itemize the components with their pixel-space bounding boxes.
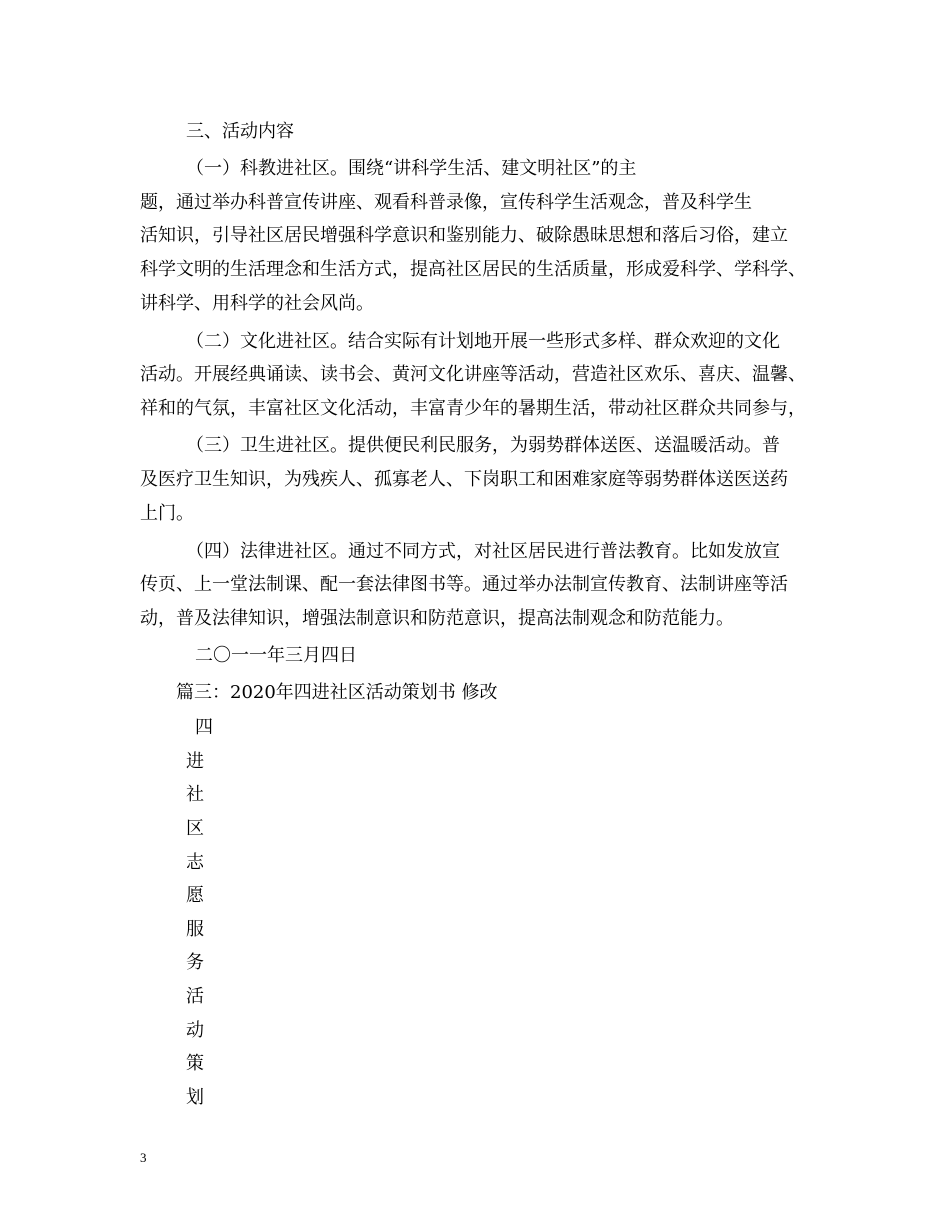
- paragraph-1-line-1: （一）科教进社区。围绕“讲科学生活、建文明社区”的主: [186, 158, 637, 179]
- vertical-title-char: 愿: [186, 885, 204, 906]
- paragraph-1-line-5: 讲科学、用科学的社会风尚。: [140, 293, 374, 314]
- paragraph-3-line-2: 及医疗卫生知识，为残疾人、孤寡老人、下岗职工和困难家庭等弱势群体送医送药: [140, 469, 788, 490]
- vertical-title-char: 活: [186, 986, 204, 1007]
- document-date: 二〇一一年三月四日: [195, 645, 357, 666]
- vertical-title-char: 服: [186, 919, 204, 940]
- paragraph-3-line-1: （三）卫生进社区。提供便民利民服务，为弱势群体送医、送温暖活动。普: [186, 435, 780, 456]
- vertical-title-char: 社: [186, 784, 204, 805]
- paragraph-1-line-4: 科学文明的生活理念和生活方式，提高社区居民的生活质量，形成爱科学、学科学、: [140, 259, 806, 280]
- vertical-title-char: 划: [186, 1087, 204, 1108]
- vertical-title-char: 志: [186, 852, 204, 873]
- section-heading: 三、活动内容: [186, 121, 294, 142]
- paragraph-2-line-1: （二）文化进社区。结合实际有计划地开展一些形式多样、群众欢迎的文化: [186, 331, 780, 352]
- paragraph-4-line-3: 动，普及法律知识，增强法制意识和防范意识，提高法制观念和防范能力。: [140, 608, 734, 629]
- vertical-title-char: 区: [186, 818, 204, 839]
- paragraph-1-line-2: 题，通过举办科普宣传讲座、观看科普录像，宣传科学生活观念，普及科学生: [140, 192, 752, 213]
- paragraph-2-line-2: 活动。开展经典诵读、读书会、黄河文化讲座等活动，营造社区欢乐、喜庆、温馨、: [140, 364, 806, 385]
- paragraph-3-line-3: 上门。: [140, 503, 194, 524]
- vertical-title-char: 四: [195, 717, 213, 738]
- vertical-title-char: 动: [186, 1020, 204, 1041]
- page-number: 3: [140, 1150, 147, 1165]
- paragraph-4-line-2: 传页、上一堂法制课、配一套法律图书等。通过举办法制宣传教育、法制讲座等活: [140, 574, 788, 595]
- next-section-title: 篇三：2020年四进社区活动策划书 修改: [176, 682, 498, 703]
- vertical-title-char: 务: [186, 952, 204, 973]
- paragraph-4-line-1: （四）法律进社区。通过不同方式，对社区居民进行普法教育。比如发放宣: [186, 541, 780, 562]
- paragraph-2-line-3: 祥和的气氛，丰富社区文化活动，丰富青少年的暑期生活，带动社区群众共同参与，: [140, 398, 806, 419]
- vertical-title-char: 进: [186, 751, 204, 772]
- vertical-title-char: 策: [186, 1053, 204, 1074]
- paragraph-1-line-3: 活知识，引导社区居民增强科学意识和鉴别能力、破除愚昧思想和落后习俗，建立: [140, 225, 788, 246]
